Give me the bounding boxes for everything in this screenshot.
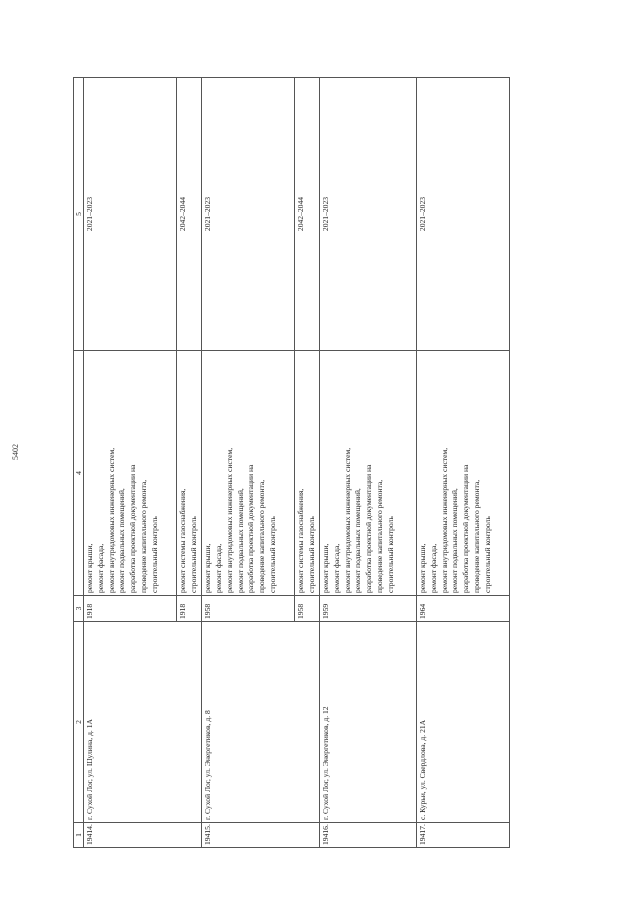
works-cell (202, 351, 295, 596)
work-line: ремонт внутридомовых инженерных систем, (106, 447, 116, 593)
work-line: ремонт фасада, (428, 543, 438, 593)
table-row (319, 78, 416, 848)
address-cell: г. Сухой Лог, ул. Энергетиков, д. 8 (202, 622, 320, 823)
work-line: ремонт фасада, (331, 543, 341, 593)
header-col-1: 1 (74, 823, 84, 848)
work-line: ремонт подвальных помещений, (353, 488, 363, 593)
work-line: ремонт подвальных помещений, (450, 488, 460, 593)
work-line: ремонт системы газоснабжения, (177, 488, 187, 593)
work-line: разработка проектной документации на (364, 464, 374, 593)
work-line: ремонт подвальных помещений, (117, 488, 127, 593)
year-cell: 1918 (176, 596, 201, 622)
work-line: ремонт внутридомовых инженерных систем, (224, 447, 234, 593)
works-cell (295, 351, 320, 596)
address-cell: г. Сухой Лог, ул. Энергетиков, д. 12 (319, 622, 416, 823)
header-col-5: 5 (74, 78, 84, 351)
period-cell: 2042–2044 (295, 78, 320, 351)
work-line: строительный контроль (482, 516, 492, 593)
work-line: ремонт фасада, (95, 543, 105, 593)
year-cell: 1958 (202, 596, 295, 622)
work-line: ремонт внутридомовых инженерных систем, (439, 447, 449, 593)
table-row (202, 78, 295, 848)
address-cell: г. Сухой Лог, ул. Шулина, д. 1А (84, 622, 202, 823)
year-cell: 1958 (295, 596, 320, 622)
work-line: ремонт крыши, (203, 543, 213, 593)
capital-repair-table (73, 77, 510, 848)
period-cell: 2021–2023 (319, 78, 416, 351)
year-cell: 1964 (416, 596, 509, 622)
row-number: 19414. (84, 823, 202, 848)
row-number: 19417. (416, 823, 509, 848)
works-cell (176, 351, 201, 596)
year-cell: 1959 (319, 596, 416, 622)
work-line: ремонт системы газоснабжения, (296, 488, 306, 593)
work-line: ремонт крыши, (320, 543, 330, 593)
work-line: ремонт внутридомовых инженерных систем, (342, 447, 352, 593)
work-line: строительный контроль (267, 516, 277, 593)
work-line: строительный контроль (149, 516, 159, 593)
work-line: ремонт крыши, (85, 543, 94, 593)
rotated-table-container (73, 78, 510, 848)
work-line: разработка проектной документации на (461, 464, 471, 593)
row-number: 19415. (202, 823, 320, 848)
work-line: ремонт крыши, (417, 543, 427, 593)
work-line: ремонт подвальных помещений, (235, 488, 245, 593)
period-cell: 2021–2023 (416, 78, 509, 351)
work-line: проведение капитального ремонта, (138, 479, 148, 593)
work-line: строительный контроль (306, 516, 316, 593)
row-number: 19416. (319, 823, 416, 848)
work-line: проведение капитального ремонта, (471, 479, 481, 593)
year-cell: 1918 (84, 596, 177, 622)
table-body (84, 78, 510, 848)
header-row (74, 78, 84, 848)
header-col-2: 2 (74, 622, 84, 823)
period-cell: 2042–2044 (176, 78, 201, 351)
page-number: 5402 (11, 444, 20, 460)
table-row (416, 78, 509, 848)
work-line: разработка проектной документации на (246, 464, 256, 593)
table-row (84, 78, 177, 848)
header-col-3: 3 (74, 596, 84, 622)
period-cell: 2021–2023 (202, 78, 295, 351)
works-cell (319, 351, 416, 596)
works-cell (416, 351, 509, 596)
work-line: строительный контроль (188, 516, 198, 593)
work-line: строительный контроль (385, 516, 395, 593)
period-cell: 2021–2023 (84, 78, 177, 351)
work-line: разработка проектной документации на (128, 464, 138, 593)
works-cell (84, 351, 177, 596)
work-line: проведение капитального ремонта, (257, 479, 267, 593)
work-line: проведение капитального ремонта, (374, 479, 384, 593)
work-line: ремонт фасада, (213, 543, 223, 593)
header-col-4: 4 (74, 351, 84, 596)
address-cell: с. Курьи, ул. Свердлова, д. 21А (416, 622, 509, 823)
